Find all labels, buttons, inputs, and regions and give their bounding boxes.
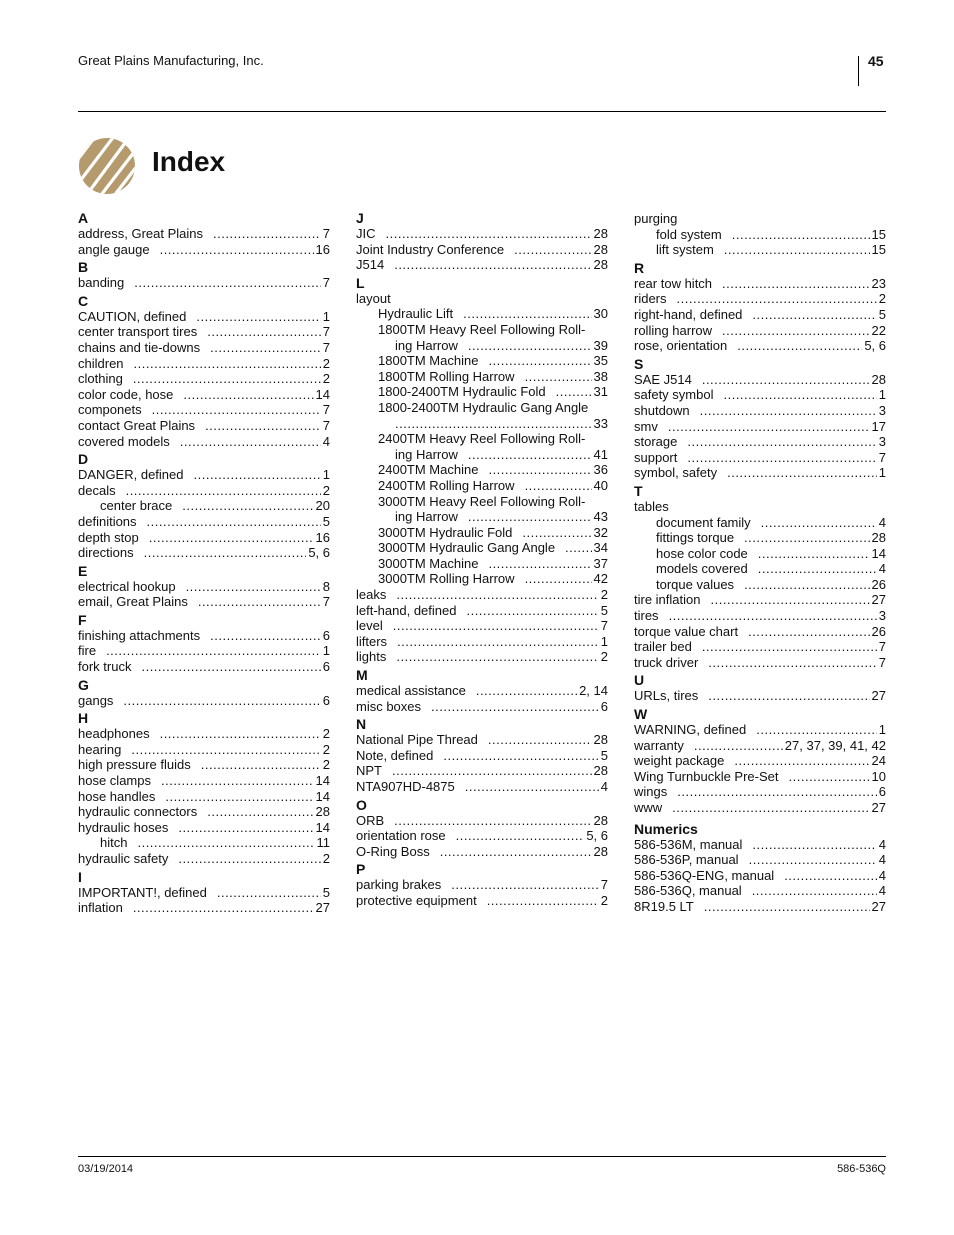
- header-rule: [78, 111, 886, 112]
- index-letter: M: [356, 667, 368, 684]
- index-entry: storage ..... 3: [634, 434, 886, 450]
- index-entry: tables: [634, 498, 669, 514]
- index-entry: right-hand, defined ..... 5: [634, 307, 886, 323]
- index-entry: gangs ..... 6: [78, 693, 330, 709]
- index-letter: S: [634, 355, 644, 372]
- index-subentry: 3000TM Machine ..... 37: [356, 556, 608, 572]
- index-subentry: 3000TM Hydraulic Fold ..... 32: [356, 525, 608, 541]
- index-entry: Wing Turnbuckle Pre-Set ..... 10: [634, 769, 886, 785]
- index-entry: wings ..... 6: [634, 784, 886, 800]
- page-title: Index: [152, 146, 226, 177]
- index-entry: support ..... 7: [634, 450, 886, 466]
- index-letter: T: [634, 482, 643, 499]
- index-letter: L: [356, 274, 365, 291]
- index-entry: 586-536Q-ENG, manual ..... 4: [634, 868, 886, 884]
- footer-rule: [78, 1156, 886, 1157]
- index-entry: hose clamps ..... 14: [78, 773, 330, 789]
- index-entry: level ..... 7: [356, 618, 608, 634]
- index-letter: F: [78, 611, 87, 628]
- index-column-1: [78, 211, 330, 916]
- index-entry: weight package ..... 24: [634, 753, 886, 769]
- index-entry: Joint Industry Conference ..... 28: [356, 242, 608, 258]
- index-entry: definitions ..... 5: [78, 514, 330, 530]
- index-entry: orientation rose ..... 5, 6: [356, 828, 608, 844]
- index-letter: R: [634, 259, 645, 276]
- index-subentry: lift system ..... 15: [634, 242, 886, 258]
- index-letter: N: [356, 716, 367, 733]
- index-subentry: torque values ..... 26: [634, 577, 886, 593]
- index-entry: lifters ..... 1: [356, 634, 608, 650]
- index-letter: I: [78, 868, 82, 885]
- index-section-numerics: Numerics: [634, 820, 698, 837]
- index-entry: NPT ..... 28: [356, 763, 608, 779]
- index-subentry: 3000TM Heavy Reel Following Roll-: [378, 493, 586, 509]
- great-plains-logo-icon: [78, 137, 136, 195]
- index-subentry: ing Harrow ..... 39: [356, 338, 608, 354]
- index-entry: angle gauge ..... 16: [78, 242, 330, 258]
- index-entry: parking brakes ..... 7: [356, 877, 608, 893]
- index-subentry: 1800TM Machine ..... 35: [356, 353, 608, 369]
- index-entry: smv ..... 17: [634, 419, 886, 435]
- index-entry: banding ..... 7: [78, 275, 330, 291]
- index-entry: decals ..... 2: [78, 483, 330, 499]
- index-subentry: 3000TM Rolling Harrow ..... 42: [356, 571, 608, 587]
- index-entry: headphones ..... 2: [78, 726, 330, 742]
- index-subentry: 1800TM Rolling Harrow ..... 38: [356, 369, 608, 385]
- index-entry: contact Great Plains ..... 7: [78, 418, 330, 434]
- index-letter: P: [356, 861, 366, 878]
- index-entry: color code, hose ..... 14: [78, 387, 330, 403]
- index-entry: URLs, tires ..... 27: [634, 688, 886, 704]
- index-entry: componets ..... 7: [78, 402, 330, 418]
- index-entry: layout: [356, 290, 391, 306]
- index-entry: 8R19.5 LT ..... 27: [634, 899, 886, 915]
- index-letter: D: [78, 451, 89, 468]
- index-entry: inflation ..... 27: [78, 900, 330, 916]
- index-entry: address, Great Plains ..... 7: [78, 226, 330, 242]
- index-entry: JIC ..... 28: [356, 226, 608, 242]
- index-subentry: document family ..... 4: [634, 515, 886, 531]
- index-entry: depth stop ..... 16: [78, 530, 330, 546]
- index-entry: truck driver ..... 7: [634, 655, 886, 671]
- index-entry: 586-536P, manual ..... 4: [634, 852, 886, 868]
- index-letter: G: [78, 676, 89, 693]
- index-entry: 586-536M, manual ..... 4: [634, 837, 886, 853]
- index-subentry: hose color code ..... 14: [634, 546, 886, 562]
- index-entry: hose handles ..... 14: [78, 789, 330, 805]
- index-letter: U: [634, 672, 645, 689]
- index-entry: electrical hookup ..... 8: [78, 579, 330, 595]
- index-subentry: 3000TM Hydraulic Gang Angle ..... 34: [356, 540, 608, 556]
- footer-date: 03/19/2014: [78, 1163, 134, 1175]
- index-subentry: center brace ..... 20: [78, 498, 330, 514]
- index-entry: DANGER, defined ..... 1: [78, 467, 330, 483]
- index-subentry: 1800-2400TM Hydraulic Gang Angle: [378, 399, 589, 415]
- index-entry: rose, orientation ..... 5, 6: [634, 338, 886, 354]
- index-entry: hydraulic connectors ..... 28: [78, 804, 330, 820]
- index-entry: J514 ..... 28: [356, 257, 608, 273]
- index-entry: IMPORTANT!, defined ..... 5: [78, 885, 330, 901]
- index-subentry: ing Harrow ..... 43: [356, 509, 608, 525]
- index-letter: J: [356, 210, 364, 226]
- index-entry: finishing attachments ..... 6: [78, 628, 330, 644]
- index-entry: hydraulic safety ..... 2: [78, 851, 330, 867]
- index-entry: symbol, safety ..... 1: [634, 465, 886, 481]
- index-entry: torque value chart ..... 26: [634, 624, 886, 640]
- index-column-2: [356, 211, 608, 909]
- index-entry: WARNING, defined ..... 1: [634, 722, 886, 738]
- index-entry: National Pipe Thread ..... 28: [356, 732, 608, 748]
- index-entry: directions ..... 5, 6: [78, 545, 330, 561]
- index-subentry: 2400TM Rolling Harrow ..... 40: [356, 478, 608, 494]
- index-entry: left-hand, defined ..... 5: [356, 603, 608, 619]
- index-entry: Note, defined ..... 5: [356, 748, 608, 764]
- index-entry: O-Ring Boss ..... 28: [356, 844, 608, 860]
- footer-doc-number: 586-536Q: [837, 1163, 886, 1175]
- index-entry: tire inflation ..... 27: [634, 592, 886, 608]
- index-subentry: ing Harrow ..... 41: [356, 447, 608, 463]
- index-subentry: 1800-2400TM Hydraulic Fold ..... 31: [356, 384, 608, 400]
- index-subentry: fold system ..... 15: [634, 227, 886, 243]
- index-entry: 586-536Q, manual ..... 4: [634, 883, 886, 899]
- index-entry: fork truck ..... 6: [78, 659, 330, 675]
- index-letter: O: [356, 796, 367, 813]
- index-letter: W: [634, 706, 648, 723]
- index-subentry: ..... 33: [356, 416, 608, 432]
- header-company: Great Plains Manufacturing, Inc.: [78, 53, 264, 68]
- index-entry: medical assistance ..... 2, 14: [356, 683, 608, 699]
- index-entry: clothing ..... 2: [78, 371, 330, 387]
- index-entry: SAE J514 ..... 28: [634, 372, 886, 388]
- index-subentry: 1800TM Heavy Reel Following Roll-: [378, 321, 586, 337]
- index-letter: H: [78, 710, 89, 727]
- index-subentry: fittings torque ..... 28: [634, 530, 886, 546]
- index-entry: shutdown ..... 3: [634, 403, 886, 419]
- index-entry: CAUTION, defined ..... 1: [78, 309, 330, 325]
- index-entry: hearing ..... 2: [78, 742, 330, 758]
- index-subentry: 2400TM Heavy Reel Following Roll-: [378, 431, 586, 447]
- index-entry: chains and tie-downs ..... 7: [78, 340, 330, 356]
- index-entry: misc boxes ..... 6: [356, 699, 608, 715]
- index-entry: hydraulic hoses ..... 14: [78, 820, 330, 836]
- index-entry: high pressure fluids ..... 2: [78, 757, 330, 773]
- header-divider: [858, 56, 859, 86]
- index-column-3: [634, 211, 886, 915]
- index-entry: riders ..... 2: [634, 291, 886, 307]
- index-entry: protective equipment ..... 2: [356, 893, 608, 909]
- index-entry: safety symbol ..... 1: [634, 387, 886, 403]
- page-number: 45: [868, 53, 884, 69]
- index-entry: email, Great Plains ..... 7: [78, 594, 330, 610]
- index-entry: ORB ..... 28: [356, 813, 608, 829]
- index-entry: children ..... 2: [78, 356, 330, 372]
- index-entry: www ..... 27: [634, 800, 886, 816]
- index-letter: B: [78, 259, 89, 276]
- index-subentry: 2400TM Machine ..... 36: [356, 462, 608, 478]
- index-entry: covered models ..... 4: [78, 434, 330, 450]
- index-letter: A: [78, 210, 89, 226]
- index-entry: rear tow hitch ..... 23: [634, 276, 886, 292]
- index-entry: rolling harrow ..... 22: [634, 323, 886, 339]
- index-entry: lights ..... 2: [356, 649, 608, 665]
- index-entry: warranty ..... 27, 37, 39, 41, 42: [634, 738, 886, 754]
- index-entry: NTA907HD-4875 ..... 4: [356, 779, 608, 795]
- index-subentry: hitch ..... 11: [78, 835, 330, 851]
- index-entry: leaks ..... 2: [356, 587, 608, 603]
- index-entry: tires ..... 3: [634, 608, 886, 624]
- index-letter: C: [78, 292, 89, 309]
- index-subentry: models covered ..... 4: [634, 561, 886, 577]
- index-letter: E: [78, 562, 88, 579]
- index-entry: fire ..... 1: [78, 643, 330, 659]
- index-entry: center transport tires ..... 7: [78, 324, 330, 340]
- index-subentry: Hydraulic Lift ..... 30: [356, 306, 608, 322]
- index-entry: purging: [634, 211, 678, 226]
- index-entry: trailer bed ..... 7: [634, 639, 886, 655]
